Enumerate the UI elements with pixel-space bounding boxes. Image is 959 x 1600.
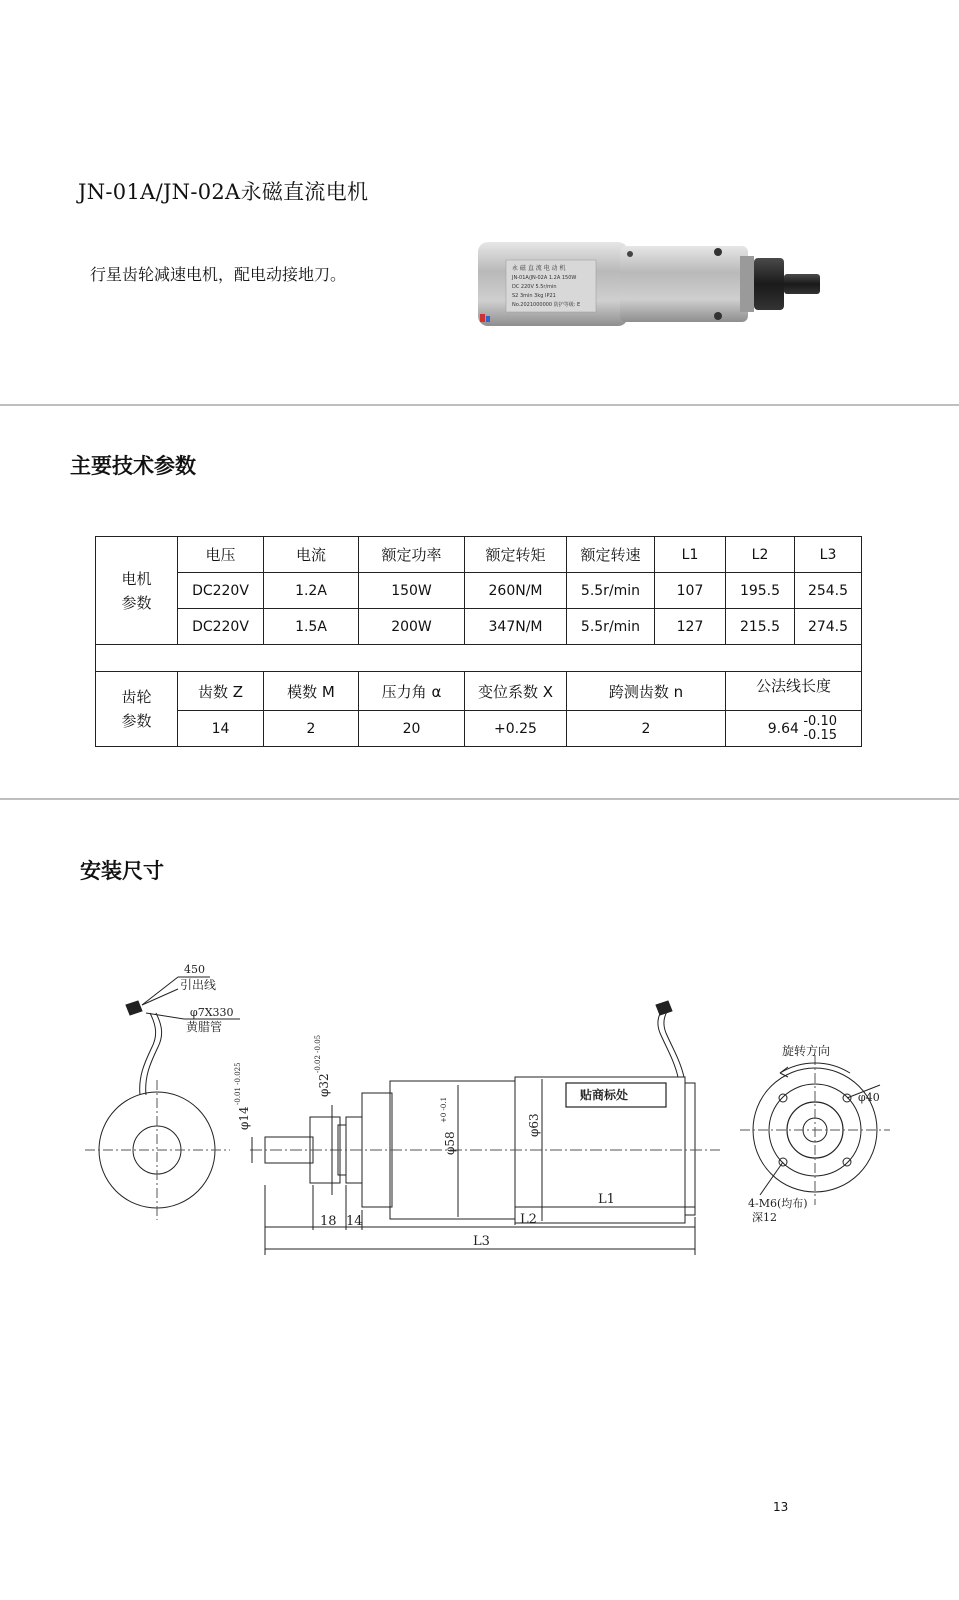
header-rated-torque: 额定转矩: [465, 537, 567, 573]
header-common-normal: 公法线长度: [726, 672, 862, 711]
header-l1: L1: [655, 537, 726, 573]
gearbox-diameter-label: φ58: [443, 1131, 457, 1155]
header-l2: L2: [726, 537, 795, 573]
motor-diameter-label: φ63: [527, 1113, 541, 1137]
motor-params-label: [96, 537, 178, 645]
header-span-teeth: 跨测齿数 n: [567, 672, 726, 711]
table-row: [96, 711, 862, 747]
table-cell: 347N/M: [465, 609, 567, 645]
depth-label: 深12: [752, 1211, 777, 1224]
header-rated-speed: 额定转速: [567, 537, 655, 573]
common-normal-value: 9.64: [767, 720, 799, 737]
header-voltage: 电压: [178, 537, 264, 573]
table-cell: DC220V: [178, 573, 264, 609]
tolerance-upper: -0.10: [803, 713, 837, 729]
gear-params-label-text: 齿轮参数: [121, 688, 152, 730]
spec-table: [95, 536, 862, 747]
gearbox-tolerance-label: +0 -0.1: [440, 1096, 448, 1123]
pcd-label: φ40: [858, 1091, 880, 1104]
header-pressure-angle: 压力角 α: [359, 672, 465, 711]
table-cell: 2: [264, 711, 359, 747]
product-description: 行星齿轮减速电机，配电动接地刀。: [90, 265, 347, 284]
lead-wire-label: 引出线: [180, 978, 217, 992]
lead-length-label: 450: [184, 963, 205, 976]
spacer-cell: [96, 645, 862, 672]
table-cell: 1.2A: [264, 573, 359, 609]
rotation-label: 旋转方向: [782, 1044, 831, 1058]
gear-params-label: [96, 672, 178, 747]
table-cell: 5.5r/min: [567, 573, 655, 609]
dim-l1-label: L1: [598, 1192, 615, 1207]
table-cell: 107: [655, 573, 726, 609]
dim-l2-label: L2: [520, 1212, 537, 1227]
common-normal-tolerance: [803, 715, 837, 743]
table-cell: 5.5r/min: [567, 609, 655, 645]
table-cell: DC220V: [178, 609, 264, 645]
section-divider: [0, 798, 959, 800]
table-cell: +0.25: [465, 711, 567, 747]
table-cell: 1.5A: [264, 609, 359, 645]
pilot-diameter-label: φ32: [317, 1073, 331, 1097]
sleeve-label: 黄腊管: [186, 1020, 223, 1034]
nameplate-line-1: 永 磁 直 流 电 动 机: [512, 265, 566, 272]
header-current: 电流: [264, 537, 359, 573]
sleeve-spec-label: φ7X330: [190, 1006, 234, 1019]
motor-params-label-text: 电机参数: [121, 569, 152, 612]
nameplate-line-3: DC 220V 5.5r/min: [512, 284, 557, 290]
dim-18-label: 18: [320, 1214, 337, 1229]
table-cell: 14: [178, 711, 264, 747]
page-title: JN-01A/JN-02A永磁直流电机: [78, 180, 369, 204]
table-cell: 195.5: [726, 573, 795, 609]
table-cell: 2: [567, 711, 726, 747]
shaft-diameter-label: φ14: [237, 1106, 251, 1130]
dim-14-label: 14: [346, 1214, 363, 1229]
table-row: [96, 609, 862, 645]
install-heading: 安装尺寸: [80, 859, 164, 883]
table-cell: 150W: [359, 573, 465, 609]
header-rated-power: 额定功率: [359, 537, 465, 573]
table-cell: 200W: [359, 609, 465, 645]
header-l3: L3: [795, 537, 862, 573]
label-area-text: 贴商标处: [580, 1088, 629, 1102]
header-teeth: 齿数 Z: [178, 672, 264, 711]
table-cell: 20: [359, 711, 465, 747]
table-cell: 215.5: [726, 609, 795, 645]
table-spacer-row: [96, 645, 862, 672]
table-cell: 127: [655, 609, 726, 645]
end-view-right: [740, 1055, 890, 1205]
section-divider: [0, 404, 959, 406]
table-cell: 254.5: [795, 573, 862, 609]
header-profile-shift: 变位系数 X: [465, 672, 567, 711]
table-row: [96, 573, 862, 609]
pilot-tolerance-label: -0.02 -0.05: [314, 1034, 322, 1073]
specs-heading: 主要技术参数: [70, 454, 196, 478]
tolerance-lower: -0.15: [803, 727, 837, 743]
header-module: 模数 M: [264, 672, 359, 711]
dim-l3-label: L3: [473, 1234, 490, 1249]
nameplate-line-2: JN-01A/JN-02A 1.2A 150W: [512, 275, 577, 281]
table-cell: 260N/M: [465, 573, 567, 609]
table-cell: 274.5: [795, 609, 862, 645]
motor-photo: [470, 236, 830, 336]
nameplate-line-5: No.2021000000 防护等级: E: [512, 302, 581, 308]
nameplate-line-4: S2 3min 3kg IP21: [512, 293, 556, 299]
page-number: 13: [773, 1500, 789, 1514]
shaft-tolerance-label: -0.01 -0.025: [234, 1062, 242, 1105]
common-normal-cell: [726, 711, 862, 747]
installation-drawing: [80, 955, 910, 1285]
holes-label: 4-M6(均布): [748, 1197, 808, 1210]
